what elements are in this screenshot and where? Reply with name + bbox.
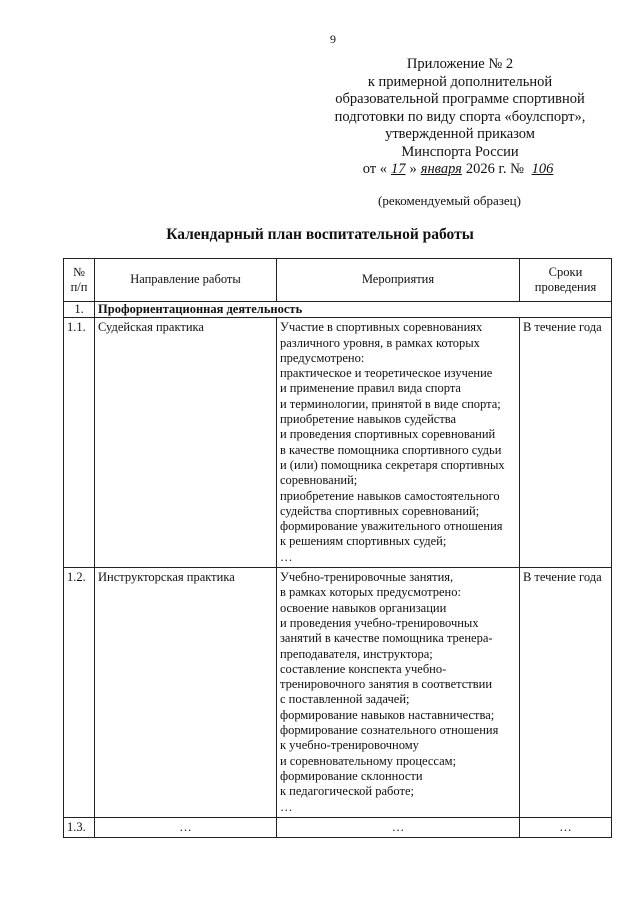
activity-line: приобретение навыков самостоятельного: [279, 488, 500, 503]
activity-line: составление конспекта учебно-: [279, 661, 447, 676]
activity-line: в качестве помощника спортивного судьи: [279, 442, 502, 457]
activity-line: …: [279, 549, 293, 564]
activity-line: судейства спортивных соревнований;: [279, 503, 480, 518]
activity-line: практическое и теоретическое изучение: [279, 366, 493, 381]
activity-line: тренировочного занятия в соответствии: [279, 677, 493, 692]
row-direction: Судейская практика: [95, 318, 277, 568]
row-direction: Инструкторская практика: [95, 568, 277, 818]
activity-line: …: [279, 799, 293, 814]
document-title: Календарный план воспитательной работы: [166, 226, 474, 243]
activity-line: и соревновательному процессам;: [279, 753, 457, 768]
date-day: 17: [390, 161, 406, 177]
date-prefix: от «: [362, 161, 387, 177]
activity-line: в рамках которых предусмотрено:: [279, 585, 461, 600]
header-num: № п/п: [64, 259, 95, 302]
section-num: 1.: [64, 302, 95, 318]
row-period: …: [519, 817, 611, 837]
table-row: [64, 817, 612, 837]
activity-line: с поставленной задачей;: [279, 692, 410, 707]
row-period: В течение года: [519, 568, 611, 818]
activity-line: и проведения учебно-тренировочных: [279, 615, 479, 630]
date-mid: »: [409, 161, 417, 177]
activity-line: предусмотрено:: [279, 350, 365, 365]
date-month: января: [420, 161, 462, 177]
calendar-plan-table: [63, 258, 612, 838]
activity-line: преподавателя, инструктора;: [279, 646, 433, 661]
activity-line: и применение правил вида спорта: [279, 381, 461, 396]
activity-line: и проведения спортивных соревнований: [279, 427, 496, 442]
date-year: 2026 г. №: [465, 161, 524, 177]
activity-line: формирование уважительного отношения: [279, 519, 503, 534]
appendix-header: [310, 56, 610, 179]
activity-line: и терминологии, принятой в виде спорта;: [279, 396, 501, 411]
activity-line: к решениям спортивных судей;: [279, 534, 447, 549]
activity-line: освоение навыков организации: [279, 600, 447, 615]
order-date-line: [310, 161, 610, 179]
activity-line: приобретение навыков судейства: [279, 412, 457, 427]
activity-line: Участие в спортивных соревнованиях: [279, 320, 483, 335]
table-row: [64, 568, 612, 818]
row-direction: …: [95, 817, 277, 837]
activity-line: Учебно-тренировочные занятия,: [279, 570, 454, 585]
activity-line: различного уровня, в рамках которых: [279, 335, 480, 350]
header-line: Минспорта России: [401, 143, 519, 160]
header-line: Приложение № 2: [406, 56, 514, 72]
activity-line: занятий в качестве помощника тренера-: [279, 631, 493, 646]
activity-line: к педагогической работе;: [279, 784, 414, 799]
header-activities: Мероприятия: [276, 259, 519, 302]
order-number: 106: [531, 161, 554, 177]
activity-line: к учебно-тренировочному: [279, 738, 419, 753]
table-header-row: [64, 259, 612, 302]
row-activities: [276, 568, 519, 818]
activity-line: соревнований;: [279, 473, 358, 488]
header-line: подготовки по виду спорта «боулспорт»,: [334, 108, 586, 125]
activity-line: и (или) помощника секретаря спортивных: [279, 457, 505, 472]
header-line: образовательной программе спортивной: [335, 91, 585, 107]
activity-line: формирование навыков наставничества;: [279, 707, 495, 722]
row-activities: [276, 318, 519, 568]
section-row: [64, 302, 612, 318]
header-line: утвержденной приказом: [385, 126, 535, 142]
header-line: к примерной дополнительной: [367, 73, 553, 90]
header-period: Сроки проведения: [519, 259, 611, 302]
page-number: 9: [330, 32, 336, 46]
row-num: 1.2.: [64, 568, 95, 818]
activity-line: формирование сознательного отношения: [279, 723, 499, 738]
header-direction: Направление работы: [95, 259, 277, 302]
section-title: Профориентационная деятельность: [95, 302, 612, 318]
table-row: [64, 318, 612, 568]
row-period: В течение года: [519, 318, 611, 568]
activity-line: формирование склонности: [279, 768, 423, 783]
row-num: 1.1.: [64, 318, 95, 568]
row-activities: …: [276, 817, 519, 837]
sample-note: (рекомендуемый образец): [378, 193, 521, 208]
row-num: 1.3.: [64, 817, 95, 837]
